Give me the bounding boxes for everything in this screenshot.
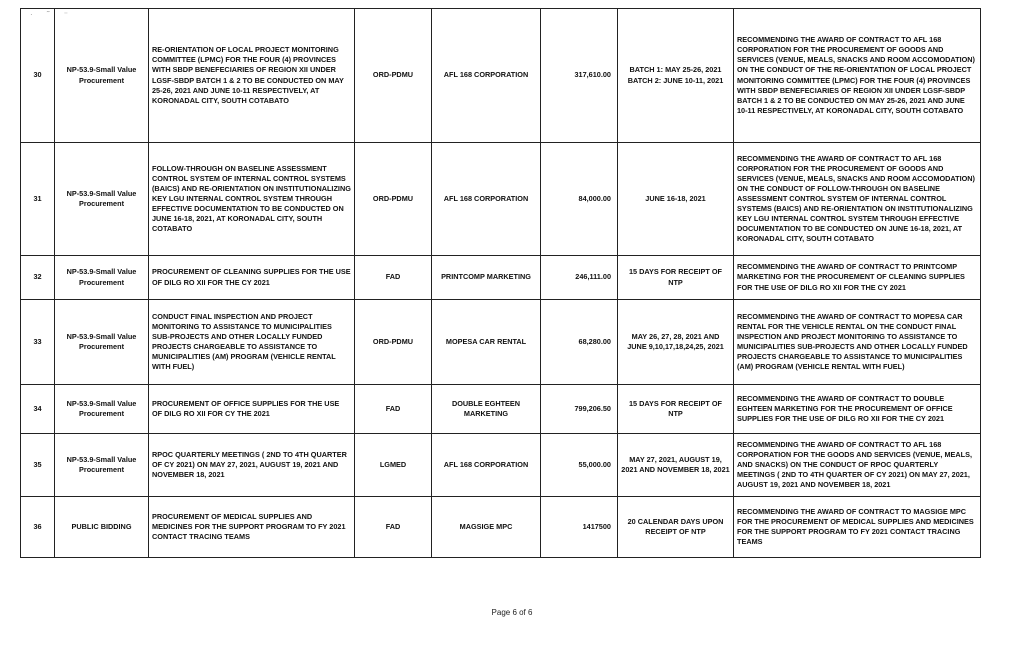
procurement-mode: NP-53.9-Small Value Procurement (55, 300, 149, 385)
contract-amount: 68,280.00 (541, 300, 618, 385)
row-number: 33 (21, 300, 55, 385)
scan-marks: · ˜ ⁻ (30, 10, 74, 19)
end-user-office: FAD (355, 497, 432, 558)
table-row (21, 434, 981, 497)
table-row (21, 9, 981, 143)
supplier-name: MOPESA CAR RENTAL (432, 300, 541, 385)
row-number: 35 (21, 434, 55, 497)
schedule: MAY 27, 2021, AUGUST 19, 2021 AND NOVEMBER 18, 2021 (618, 434, 734, 497)
schedule: JUNE 16-18, 2021 (618, 143, 734, 256)
table-row (21, 300, 981, 385)
recommendation: RECOMMENDING THE AWARD OF CONTRACT TO AFL 168 CORPORATION FOR THE PROCUREMENT OF GOODS AND SERVICES (VENUE, MEALS, SNACKS AND ROOM ACCOMODATION) ON THE CONDUCT OF THE RE-ORIENTATION OF LOCAL PROJECT MONITORING COMMITTEE (LPMC) FOR THE FOUR (4) PROVINCES WITH SBDP BENEFECIARIES OF REGION XII UNDER LGSF-SBDP BATCH 1 & 2 TO BE CONDUCTED ON MAY 25-26, 2021 AND JUNE 10-11 RESPECTIVELY, AT KORONADAL CITY, SOUTH COTABATO (734, 9, 981, 143)
project-description: PROCUREMENT OF MEDICAL SUPPLIES AND MEDICINES FOR THE SUPPORT PROGRAM TO FY 2021 CONTACT TRACING TEAMS (149, 497, 355, 558)
schedule: 20 CALENDAR DAYS UPON RECEIPT OF NTP (618, 497, 734, 558)
procurement-mode: NP-53.9-Small Value Procurement (55, 434, 149, 497)
contract-amount: 55,000.00 (541, 434, 618, 497)
supplier-name: AFL 168 CORPORATION (432, 143, 541, 256)
supplier-name: PRINTCOMP MARKETING (432, 256, 541, 300)
row-number: 31 (21, 143, 55, 256)
schedule: BATCH 1: MAY 25-26, 2021 BATCH 2: JUNE 10-11, 2021 (618, 9, 734, 143)
procurement-mode: NP-53.9-Small Value Procurement (55, 385, 149, 434)
page-number: Page 6 of 6 (491, 608, 533, 617)
recommendation: RECOMMENDING THE AWARD OF CONTRACT TO AFL 168 CORPORATION FOR THE GOODS AND SERVICES (VENUE, MEALS, AND SNACKS) ON THE CONDUCT OF RPOC QUARTERLY MEETINGS ( 2ND TO 4TH QUARTER OF CY 2021) ON MAY 27, 2021, AUGUST 19, 2021 AND NOVEMBER 18, 2021 (734, 434, 981, 497)
end-user-office: ORD-PDMU (355, 300, 432, 385)
row-number: 32 (21, 256, 55, 300)
procurement-mode: PUBLIC BIDDING (55, 497, 149, 558)
supplier-name: AFL 168 CORPORATION (432, 9, 541, 143)
row-number: 36 (21, 497, 55, 558)
recommendation: RECOMMENDING THE AWARD OF CONTRACT TO MAGSIGE MPC FOR THE PROCUREMENT OF MEDICAL SUPPLIES AND MEDICINES FOR THE SUPPORT PROGRAM TO FY 2021 CONTACT TRACING TEAMS (734, 497, 981, 558)
supplier-name: MAGSIGE MPC (432, 497, 541, 558)
schedule: 15 DAYS FOR RECEIPT OF NTP (618, 385, 734, 434)
schedule: 15 DAYS FOR RECEIPT OF NTP (618, 256, 734, 300)
project-description: FOLLOW-THROUGH ON BASELINE ASSESSMENT CONTROL SYSTEM OF INTERNAL CONTROL SYSTEMS (BAICS) AND RE-ORIENTATION ON INSTITUTIONALIZING KEY LGU INTERNAL CONTROL SYSTEM THROUGH EFFECTIVE DOCUMENTATION TO BE CONDUCTED ON JUNE 16-18, 2021, AT KORONADAL CITY, SOUTH COTABATO (149, 143, 355, 256)
project-description: RPOC QUARTERLY MEETINGS ( 2ND TO 4TH QUARTER OF CY 2021) ON MAY 27, 2021, AUGUST 19, 2021 AND NOVEMBER 18, 2021 (149, 434, 355, 497)
end-user-office: ORD-PDMU (355, 143, 432, 256)
recommendation: RECOMMENDING THE AWARD OF CONTRACT TO DOUBLE EGHTEEN MARKETING FOR THE PROCUREMENT OF OFFICE SUPPLIES FOR THE USE OF DILG RO XII FOR THE CY 2021 (734, 385, 981, 434)
supplier-name: DOUBLE EGHTEEN MARKETING (432, 385, 541, 434)
schedule: MAY 26, 27, 28, 2021 AND JUNE 9,10,17,18,24,25, 2021 (618, 300, 734, 385)
contract-amount: 317,610.00 (541, 9, 618, 143)
end-user-office: ORD-PDMU (355, 9, 432, 143)
table-row (21, 256, 981, 300)
end-user-office: FAD (355, 385, 432, 434)
procurement-table (20, 8, 981, 558)
project-description: CONDUCT FINAL INSPECTION AND PROJECT MONITORING TO ASSISTANCE TO MUNICIPALITIES SUB-PROJECTS AND OTHER LOCALLY FUNDED PROJECTS CHARGEABLE TO ASSISTANCE TO MUNICIPALITIES (AM) PROGRAM (VEHICLE RENTAL WITH FUEL) (149, 300, 355, 385)
procurement-mode: NP-53.9-Small Value Procurement (55, 9, 149, 143)
row-number: 30 (21, 9, 55, 143)
supplier-name: AFL 168 CORPORATION (432, 434, 541, 497)
contract-amount: 799,206.50 (541, 385, 618, 434)
recommendation: RECOMMENDING THE AWARD OF CONTRACT TO PRINTCOMP MARKETING FOR THE PROCUREMENT OF CLEANING SUPPLIES FOR THE USE OF DILG RO XII FOR THE CY 2021 (734, 256, 981, 300)
end-user-office: FAD (355, 256, 432, 300)
contract-amount: 246,111.00 (541, 256, 618, 300)
end-user-office: LGMED (355, 434, 432, 497)
project-description: PROCUREMENT OF OFFICE SUPPLIES FOR THE USE OF DILG RO XII FOR CY THE 2021 (149, 385, 355, 434)
row-number: 34 (21, 385, 55, 434)
contract-amount: 84,000.00 (541, 143, 618, 256)
recommendation: RECOMMENDING THE AWARD OF CONTRACT TO MOPESA CAR RENTAL FOR THE VEHICLE RENTAL ON THE CONDUCT FINAL INSPECTION AND PROJECT MONITORING TO ASSISTANCE TO MUNICIPALITIES SUB-PROJECTS AND OTHER LOCALLY FUNDED PROJECTS CHARGEABLE TO ASSISTANCE TO MUNICIPALITIES (AM) PROGRAM (VEHICLE RENTAL WITH FUEL) (734, 300, 981, 385)
table-row (21, 143, 981, 256)
project-description: PROCUREMENT OF CLEANING SUPPLIES FOR THE USE OF DILG RO XII FOR THE CY 2021 (149, 256, 355, 300)
procurement-mode: NP-53.9-Small Value Procurement (55, 143, 149, 256)
table-row (21, 497, 981, 558)
contract-amount: 1417500 (541, 497, 618, 558)
recommendation: RECOMMENDING THE AWARD OF CONTRACT TO AFL 168 CORPORATION FOR THE PROCUREMENT OF GOODS AND SERVICES (VENUE, MEALS, SNACKS AND ROOM ACCOMODATION) ON THE CONDUCT OF FOLLOW-THROUGH ON BASELINE ASSESSMENT CONTROL SYSTEM OF INTERNAL CONTROL SYSTEMS (BAICS) AND RE-ORIENTATION ON INSTITUTIONALIZING KEY LGU INTERNAL CONTROL SYSTEM THROUGH EFFECTIVE DOCUMENTATION TO BE CONDUCTED ON JUNE 16-18, 2021, AT KORONADAL CITY, SOUTH COTABATO (734, 143, 981, 256)
table-row (21, 385, 981, 434)
procurement-mode: NP-53.9-Small Value Procurement (55, 256, 149, 300)
project-description: RE-ORIENTATION OF LOCAL PROJECT MONITORING COMMITTEE (LPMC) FOR THE FOUR (4) PROVINCES WITH SBDP BENEFECIARIES OF REGION XII UNDER LGSF-SBDP BATCH 1 & 2 TO BE CONDUCTED ON MAY 25-26, 2021 AND JUNE 10-11 RESPECTIVELY, AT KORONADAL CITY, SOUTH COTABATO (149, 9, 355, 143)
